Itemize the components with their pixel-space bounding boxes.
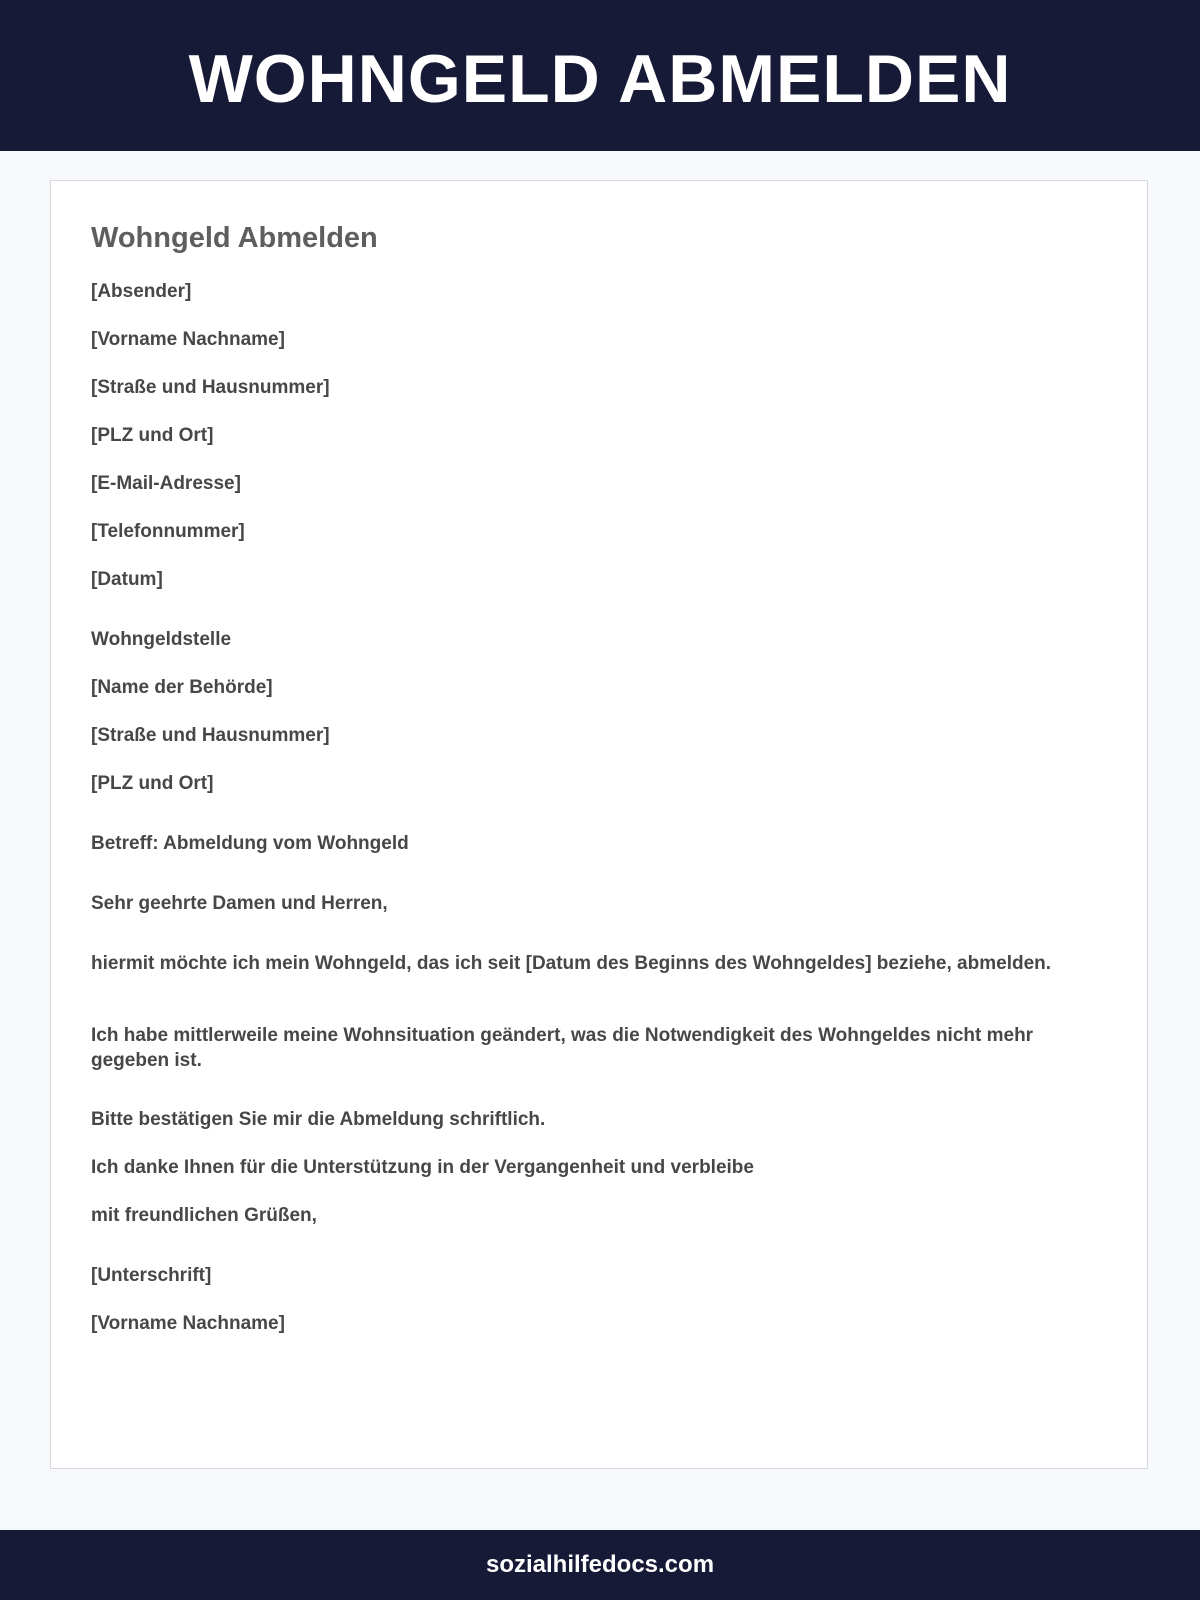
sender-city: [PLZ und Ort]	[91, 425, 214, 446]
page-header	[0, 0, 1200, 151]
sender-name: [Vorname Nachname]	[91, 329, 285, 350]
letter-card	[50, 180, 1148, 1469]
letter-salutation: Sehr geehrte Damen und Herren,	[91, 893, 388, 914]
letter-closing: mit freundlichen Grüßen,	[91, 1205, 317, 1226]
document-title: Wohngeld Abmelden	[91, 222, 378, 254]
sender-phone: [Telefonnummer]	[91, 521, 245, 542]
body-paragraph: Ich habe mittlerweile meine Wohnsituation geändert, was die Notwendigkeit des Wohngeldes nicht mehr gegeben ist.	[91, 1025, 1034, 1071]
recipient-street: [Straße und Hausnummer]	[91, 725, 330, 746]
sender-email: [E-Mail-Adresse]	[91, 473, 241, 494]
sender-street: [Straße und Hausnummer]	[91, 377, 330, 398]
page-footer	[0, 1530, 1200, 1600]
footer-site-name: sozialhilfedocs.com	[485, 1551, 715, 1578]
recipient-label: Wohngeldstelle	[91, 629, 232, 650]
recipient-authority: [Name der Behörde]	[91, 677, 273, 698]
body-paragraph: Bitte bestätigen Sie mir die Abmeldung schriftlich.	[91, 1109, 546, 1130]
letter-subject: Betreff: Abmeldung vom Wohngeld	[91, 833, 409, 854]
signature-name: [Vorname Nachname]	[91, 1313, 285, 1334]
header-title: WOHNGELD ABMELDEN	[188, 40, 1012, 117]
body-paragraph: hiermit möchte ich mein Wohngeld, das ich seit [Datum des Beginns des Wohngeldes] beziehe, abmelden.	[91, 953, 1052, 974]
sender-label: [Absender]	[91, 281, 192, 302]
signature-placeholder: [Unterschrift]	[91, 1265, 212, 1286]
recipient-city: [PLZ und Ort]	[91, 773, 214, 794]
letter-date: [Datum]	[91, 569, 163, 590]
body-paragraph: Ich danke Ihnen für die Unterstützung in der Vergangenheit und verbleibe	[91, 1157, 754, 1178]
